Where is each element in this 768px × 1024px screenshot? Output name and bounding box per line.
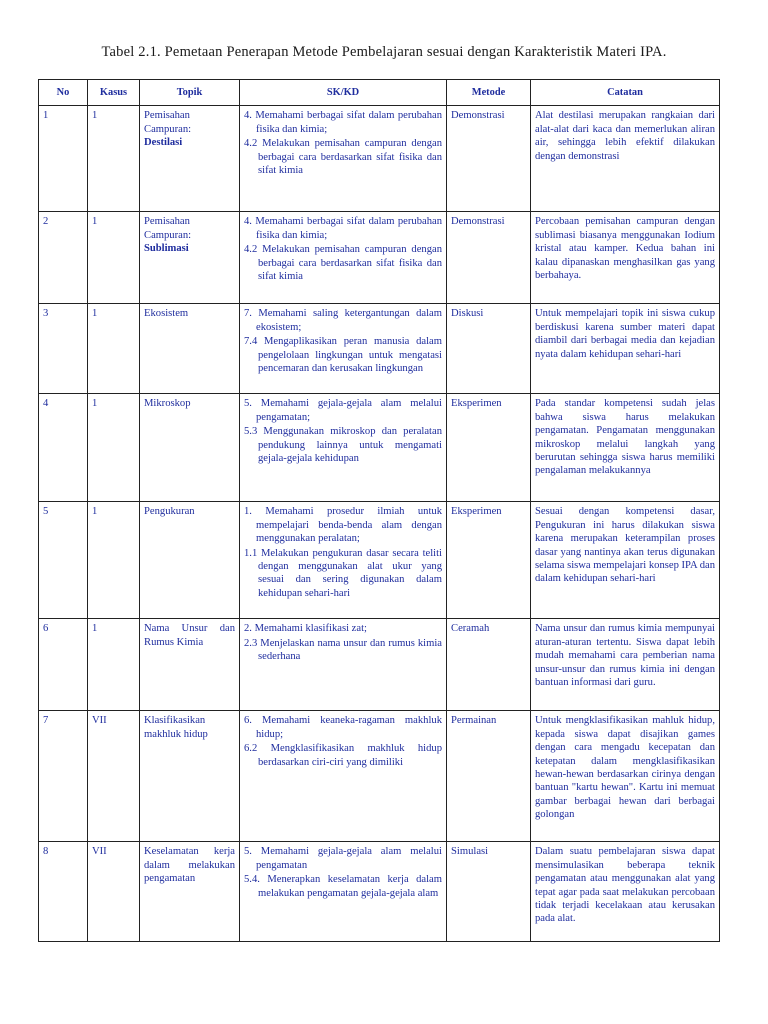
header-sk-kd: SK/KD xyxy=(240,80,447,106)
topik-text: Klasifikasikan makhluk hidup xyxy=(144,715,208,740)
cell-sk-kd xyxy=(240,304,447,394)
cell-no: 3 xyxy=(39,304,88,394)
topik-text: Pemisahan Campuran: xyxy=(144,216,192,241)
cell-no: 5 xyxy=(39,502,88,619)
table-row xyxy=(39,394,720,502)
topik-text: Pemisahan Campuran: xyxy=(144,110,192,135)
cell-kasus: 1 xyxy=(88,304,140,394)
cell-catatan: Percobaan pemisahan campuran dengan sublimasi biasanya menggunakan Iodium kristal atau kamper. Kedua bahan ini kalau dipanaskan menghasilkan gas yang berbahaya. xyxy=(531,212,720,304)
cell-topik xyxy=(140,619,240,711)
topik-text: Pengukuran xyxy=(144,506,195,518)
cell-catatan: Pada standar kompetensi sudah jelas bahwa siswa harus melakukan pengamatan. Pengamatan menggunakan mikroskop melalui langkah yang berurutan sehingga siswa harus memiliki pengalaman melakukannya xyxy=(531,394,720,502)
table-row xyxy=(39,711,720,842)
topik-text: Mikroskop xyxy=(144,398,191,410)
cell-metode: Simulasi xyxy=(447,842,531,942)
kd-text: 1.1 Melakukan pengukuran dasar secara teliti dengan menggunakan alat ukur yang sesuai dan sering digunakan dalam kehidupan sehari-hari xyxy=(244,547,442,599)
topik-bold-text: Sublimasi xyxy=(144,243,189,255)
cell-sk-kd xyxy=(240,394,447,502)
cell-topik xyxy=(140,394,240,502)
cell-no: 8 xyxy=(39,842,88,942)
cell-topik xyxy=(140,502,240,619)
header-metode: Metode xyxy=(447,80,531,106)
cell-metode: Ceramah xyxy=(447,619,531,711)
kd-text: 2.3 Menjelaskan nama unsur dan rumus kimia sederhana xyxy=(244,637,442,663)
table-header-row xyxy=(39,80,720,106)
cell-no: 6 xyxy=(39,619,88,711)
cell-kasus: 1 xyxy=(88,212,140,304)
cell-kasus: 1 xyxy=(88,106,140,212)
sk-text: 4. Memahami berbagai sifat dalam perubahan fisika dan kimia; xyxy=(244,216,442,241)
cell-catatan: Untuk mengklasifikasikan mahluk hidup, kepada siswa dapat disajikan games dengan cara mengadu kecepatan dan ketepatan dalam mengklasifikasikan hewan-hewan berdasarkan cirinya dengan bantuan "kartu hewan". Kartu ini memuat gambar berbagai hewan dari berbagai golongan xyxy=(531,711,720,842)
cell-topik xyxy=(140,304,240,394)
cell-sk-kd xyxy=(240,842,447,942)
cell-metode: Demonstrasi xyxy=(447,212,531,304)
cell-no: 1 xyxy=(39,106,88,212)
cell-sk-kd xyxy=(240,711,447,842)
kd-text: 7.4 Mengaplikasikan peran manusia dalam pengelolaan lingkungan untuk mengatasi pencemaran dan kerusakan lingkungan xyxy=(244,336,442,375)
topik-text: Ekosistem xyxy=(144,308,189,320)
sk-text: 6. Memahami keaneka-ragaman makhluk hidup; xyxy=(244,715,442,740)
cell-metode: Eksperimen xyxy=(447,394,531,502)
table-row xyxy=(39,502,720,619)
cell-catatan: Untuk mempelajari topik ini siswa cukup berdiskusi karena sumber materi dapat diambil dari berbagai media dan kejadian nyata dalam kehidupan sehari-hari xyxy=(531,304,720,394)
sk-text: 2. Memahami klasifikasi zat; xyxy=(244,623,367,635)
cell-kasus: VII xyxy=(88,842,140,942)
table-row xyxy=(39,212,720,304)
cell-kasus: VII xyxy=(88,711,140,842)
table-row xyxy=(39,842,720,942)
cell-no: 7 xyxy=(39,711,88,842)
cell-sk-kd xyxy=(240,619,447,711)
sk-text: 7. Memahami saling ketergantungan dalam ekosistem; xyxy=(244,308,442,333)
cell-kasus: 1 xyxy=(88,502,140,619)
table-row xyxy=(39,106,720,212)
kd-text: 4.2 Melakukan pemisahan campuran dengan berbagai cara berdasarkan sifat fisika dan sifat kimia xyxy=(244,244,442,283)
cell-metode: Demonstrasi xyxy=(447,106,531,212)
sk-text: 1. Memahami prosedur ilmiah untuk mempelajari benda-benda alam dengan menggunakan peralatan; xyxy=(244,506,442,545)
cell-catatan: Dalam suatu pembelajaran siswa dapat mensimulasikan beberapa teknik pengamatan atau menggunakan alat yang tepat agar pada saat melakukan percobaan tidak terjadi kecelakaan atau kerusakan pada alat. xyxy=(531,842,720,942)
header-topik: Topik xyxy=(140,80,240,106)
cell-topik xyxy=(140,842,240,942)
cell-sk-kd xyxy=(240,106,447,212)
header-kasus: Kasus xyxy=(88,80,140,106)
topik-text: Keselamatan kerja dalam melakukan pengamatan xyxy=(144,846,235,885)
cell-topik xyxy=(140,212,240,304)
table-row xyxy=(39,619,720,711)
cell-topik xyxy=(140,711,240,842)
cell-sk-kd xyxy=(240,502,447,619)
cell-kasus: 1 xyxy=(88,394,140,502)
cell-topik xyxy=(140,106,240,212)
cell-catatan: Alat destilasi merupakan rangkaian dari alat-alat dari kaca dan memerlukan aliran air, sehingga lebih efektif dilakukan dengan demonstrasi xyxy=(531,106,720,212)
cell-metode: Eksperimen xyxy=(447,502,531,619)
header-no: No xyxy=(39,80,88,106)
cell-catatan: Nama unsur dan rumus kimia mempunyai aturan-aturan tertentu. Siswa dapat lebih mudah memahami cara pemberian nama unsur-unsur dan rumus kimia ini dengan bantuan informasi dari guru. xyxy=(531,619,720,711)
topik-text: Nama Unsur dan Rumus Kimia xyxy=(144,623,235,648)
table-title: Tabel 2.1. Pemetaan Penerapan Metode Pembelajaran sesuai dengan Karakteristik Materi IPA. xyxy=(101,44,667,60)
cell-catatan: Sesuai dengan kompetensi dasar, Pengukuran ini harus dilakukan siswa karena merupakan keterampilan proses dasar yang nantinya akan terus digunakan selama siswa mempelajari konsep IPA dan dalam kehidupan sehari-hari xyxy=(531,502,720,619)
sk-text: 5. Memahami gejala-gejala alam melalui pengamatan xyxy=(244,846,442,871)
sk-text: 5. Memahami gejala-gejala alam melalui pengamatan; xyxy=(244,398,442,423)
header-catatan: Catatan xyxy=(531,80,720,106)
topik-bold-text: Destilasi xyxy=(144,137,183,149)
kd-text: 6.2 Mengklasifikasikan makhluk hidup berdasarkan ciri-ciri yang dimiliki xyxy=(244,743,442,768)
cell-no: 4 xyxy=(39,394,88,502)
kd-text: 5.3 Menggunakan mikroskop dan peralatan pendukung lainnya untuk mengamati gejala-gejala kehidupan xyxy=(244,426,442,465)
kd-text: 4.2 Melakukan pemisahan campuran dengan berbagai cara berdasarkan sifat fisika dan sifat kimia xyxy=(244,138,442,177)
sk-text: 4. Memahami berbagai sifat dalam perubahan fisika dan kimia; xyxy=(244,110,442,135)
kd-text: 5.4. Menerapkan keselamatan kerja dalam melakukan pengamatan gejala-gejala alam xyxy=(244,874,442,899)
cell-sk-kd xyxy=(240,212,447,304)
cell-kasus: 1 xyxy=(88,619,140,711)
method-mapping-table xyxy=(38,79,720,942)
cell-no: 2 xyxy=(39,212,88,304)
table-row xyxy=(39,304,720,394)
cell-metode: Permainan xyxy=(447,711,531,842)
cell-metode: Diskusi xyxy=(447,304,531,394)
